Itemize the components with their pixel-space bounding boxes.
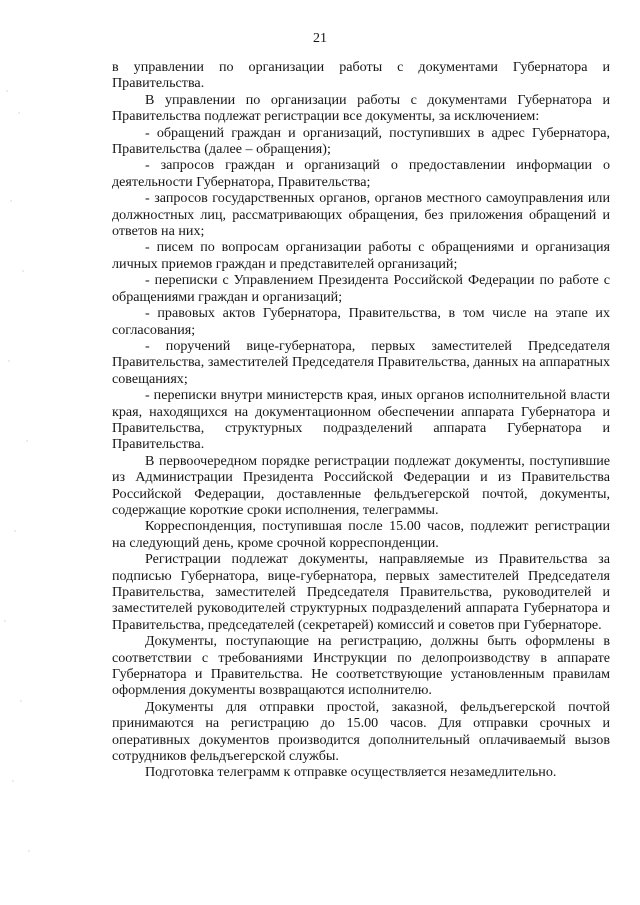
paragraph-mail-dispatch: Документы для отправки простой, заказной, фельдъегерской почтой принимаются на регистрацию до 15.00 часов. Для отправки срочных и оперативных документов производится дополнительный оплачиваемый вызов сотрудников фельдъегерской службы. xyxy=(112,698,610,765)
paragraph-registration-scope: В управлении по организации работы с документами Губернатора и Правительства подлежат регистрации все документы, за исключением: xyxy=(112,91,610,125)
exception-item: - переписки внутри министерств края, иных органов исполнительной власти края, находящихся на документационном обеспечении аппарата Губернатора и Правительства, структурных подразделений аппарата Губернатора и Правительства. xyxy=(112,387,610,453)
exception-item: - поручений вице-губернатора, первых заместителей Председателя Правительства, заместителей Председателя Правительства, данных на аппаратных совещаниях; xyxy=(112,337,610,387)
page-number: 21 xyxy=(313,31,327,46)
exception-item: - правовых актов Губернатора, Правительства, в том числе на этапе их согласования; xyxy=(112,305,610,338)
scan-margin-noise xyxy=(0,60,60,880)
paragraph-late-correspondence: Корреспонденция, поступившая после 15.00 часов, подлежит регистрации на следующий день, кроме срочной корреспонденции. xyxy=(112,518,610,551)
paragraph-continuation: в управлении по организации работы с документами Губернатора и Правительства. xyxy=(112,59,610,92)
paragraph-document-requirements: Документы, поступающие на регистрацию, должны быть оформлены в соответствии с требованиями Инструкции по делопроизводству в аппарате Губернатора и Правительства. Не соответствующие установленным правилам оформления документы возвращаются исполнителю. xyxy=(112,633,610,699)
exception-item: - запросов граждан и организаций о предоставлении информации о деятельности Губернатора, Правительства; xyxy=(112,157,610,190)
exception-item: - писем по вопросам организации работы с обращениями и организация личных приемов граждан и представителей организаций; xyxy=(112,239,610,272)
paragraph-priority-registration: В первоочередном порядке регистрации подлежат документы, поступившие из Администрации Президента Российской Федерации и из Правительства Российской Федерации, доставленные фельдъегерской почтой, документы, содержащие короткие сроки исполнения, телеграммы. xyxy=(112,452,610,518)
exception-item: - переписки с Управлением Президента Российской Федерации по работе с обращениями граждан и организаций; xyxy=(112,272,610,305)
paragraph-outgoing-registration: Регистрации подлежат документы, направляемые из Правительства за подписью Губернатора, вице-губернатора, первых заместителей Председателя Правительства, заместителей Председателя Правительства, руководителей и заместителей руководителей структурных подразделений аппарата Губернатора и Правительства, председателей (секретарей) комиссий и советов при Губернаторе. xyxy=(112,551,610,633)
paragraph-telegrams: Подготовка телеграмм к отправке осуществляется незамедлительно. xyxy=(145,764,557,781)
document-body xyxy=(112,59,610,781)
exception-item: - запросов государственных органов, органов местного самоуправления или должностных лиц, рассматривающих обращения, без приложения обращений и ответов на них; xyxy=(112,190,610,240)
exception-item: - обращений граждан и организаций, поступивших в адрес Губернатора, Правительства (далее – обращения); xyxy=(112,124,610,158)
